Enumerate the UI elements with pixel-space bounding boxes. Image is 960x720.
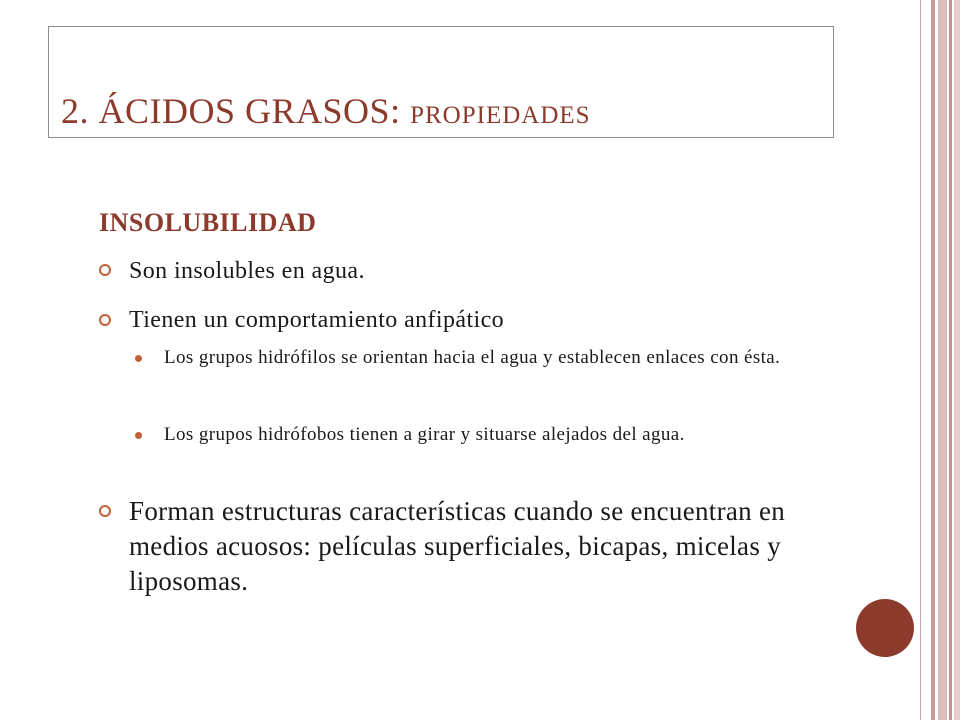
section-heading: INSOLUBILIDAD [99, 208, 317, 237]
slide-title-main: 2. ÁCIDOS GRASOS: [61, 91, 411, 131]
ring-bullet-icon [99, 505, 111, 517]
stripe [931, 0, 935, 720]
ring-bullet-icon [99, 264, 111, 276]
bullet-text: Forman estructuras características cuando se encuentran en medios acuosos: películas superficiales, bicapas, micelas y liposomas. [129, 496, 786, 596]
decorative-circle [856, 599, 914, 657]
sub-bullet-text: Los grupos hidrófobos tienen a girar y situarse alejados del agua. [164, 424, 685, 445]
stripe [954, 0, 960, 720]
sub-bullet-text: Los grupos hidrófilos se orientan hacia el agua y establecen enlaces con ésta. [164, 347, 781, 368]
bullet-text: Tienen un comportamiento anfipático [129, 307, 505, 333]
stripe [920, 0, 928, 720]
dot-bullet-icon [135, 432, 142, 439]
dot-bullet-icon [135, 355, 142, 362]
slide-title-sub: PROPIEDADES [410, 102, 591, 129]
bullet-text: Son insolubles en agua. [129, 258, 365, 284]
stripe [949, 0, 952, 720]
stripe [938, 0, 947, 720]
decorative-stripes [920, 0, 960, 720]
ring-bullet-icon [99, 314, 111, 326]
